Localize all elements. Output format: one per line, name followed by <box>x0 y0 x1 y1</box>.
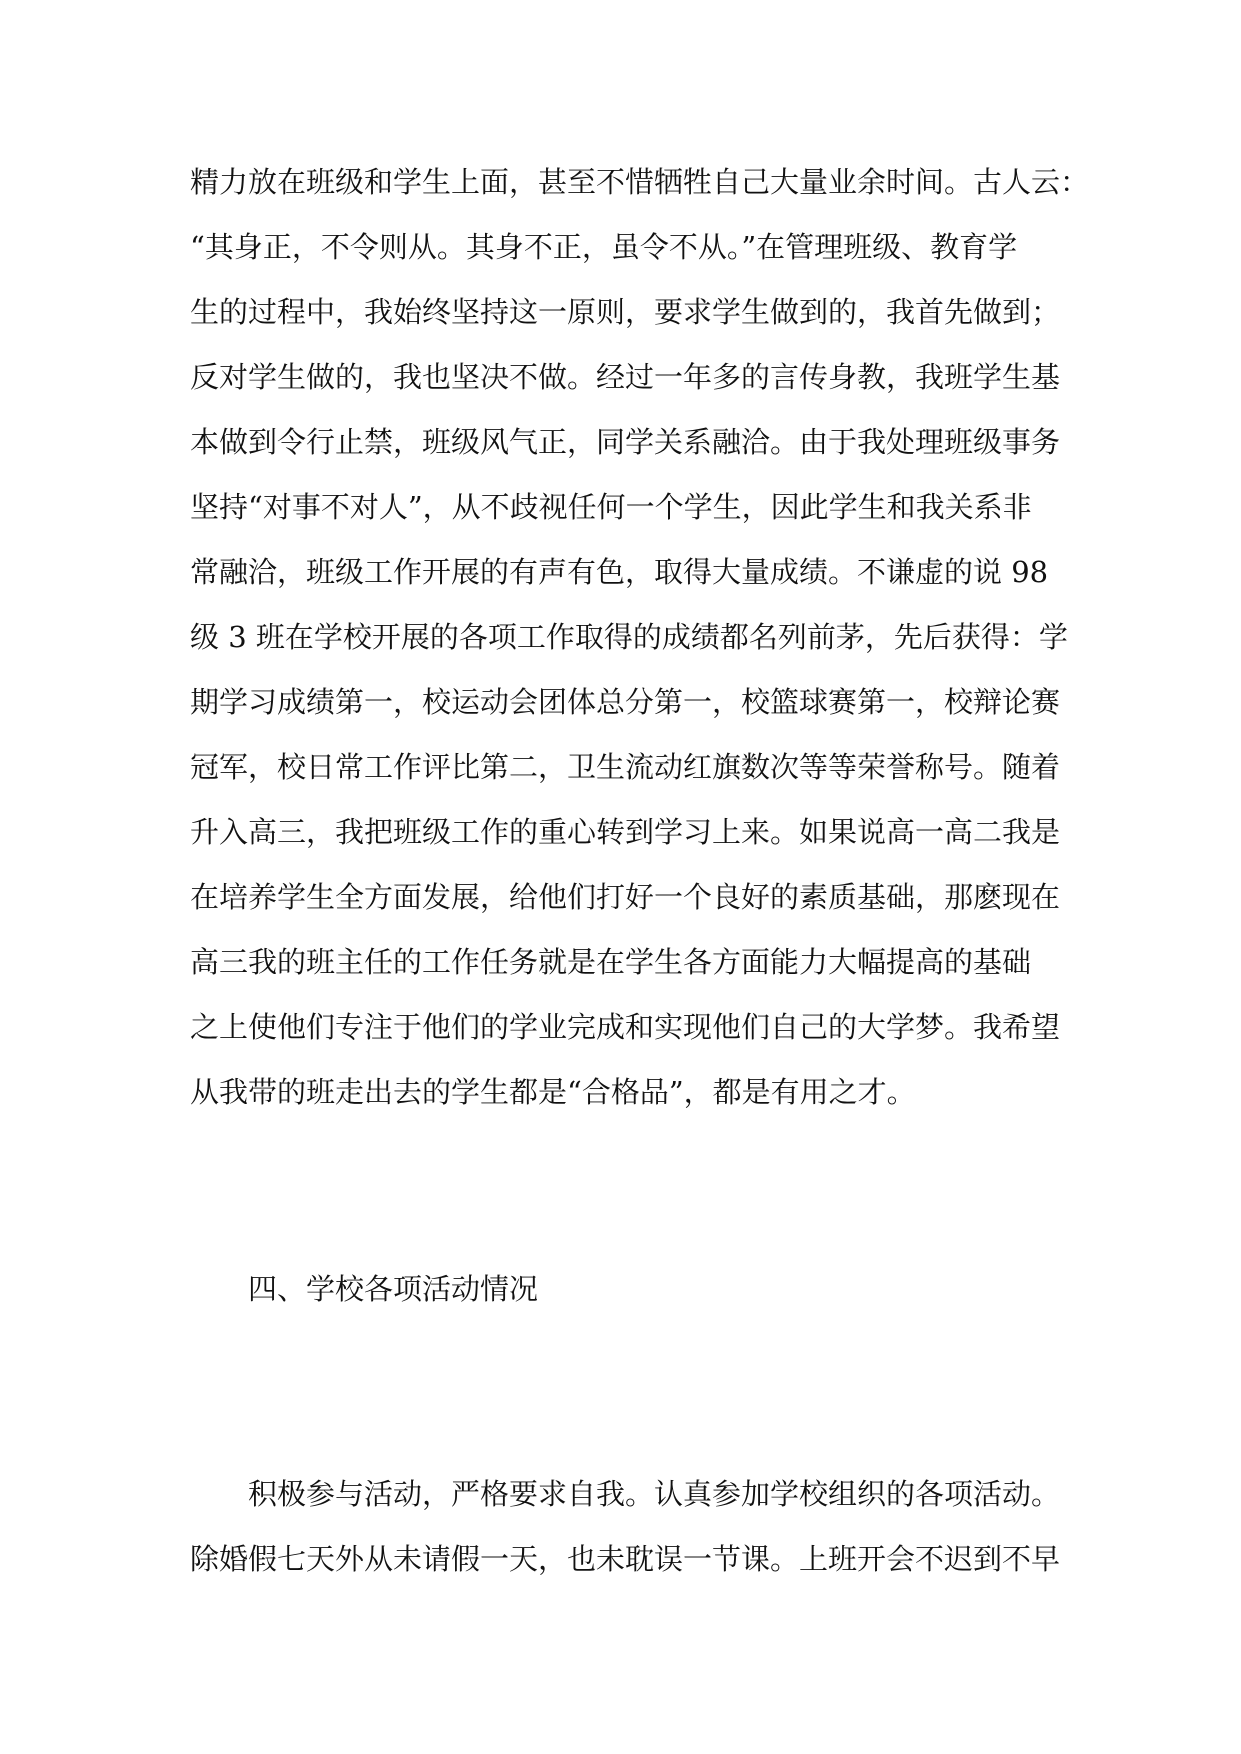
paragraph-line: 在培养学生全方面发展，给他们打好一个良好的素质基础，那麽现在 <box>190 880 1061 914</box>
paragraph-line: 之上使他们专注于他们的学业完成和实现他们自己的大学梦。我希望 <box>190 1010 1061 1044</box>
paragraph-line: 期学习成绩第一，校运动会团体总分第一，校篮球赛第一，校辩论赛 <box>190 685 1061 719</box>
paragraph-line: 高三我的班主任的工作任务就是在学生各方面能力大幅提高的基础 <box>190 945 1032 979</box>
paragraph-line: 级 3 班在学校开展的各项工作取得的成绩都名列前茅，先后获得：学 <box>190 620 1068 654</box>
paragraph-line: 坚持“对事不对人”，从不歧视任何一个学生，因此学生和我关系非 <box>190 490 1032 524</box>
paragraph-line: 精力放在班级和学生上面，甚至不惜牺牲自己大量业余时间。古人云： <box>190 165 1090 199</box>
paragraph-line: 冠军，校日常工作评比第二，卫生流动红旗数次等等荣誉称号。随着 <box>190 750 1061 784</box>
paragraph-line: “其身正，不令则从。其身不正，虽令不从。”在管理班级、教育学 <box>190 230 1018 264</box>
section-heading: 四、学校各项活动情况 <box>248 1272 539 1306</box>
paragraph-line: 反对学生做的，我也坚决不做。经过一年多的言传身教，我班学生基 <box>190 360 1061 394</box>
paragraph-line: 本做到令行止禁，班级风气正，同学关系融洽。由于我处理班级事务 <box>190 425 1061 459</box>
paragraph-line: 积极参与活动，严格要求自我。认真参加学校组织的各项活动。 <box>248 1477 1061 1511</box>
paragraph-line: 从我带的班走出去的学生都是“合格品”，都是有用之才。 <box>190 1075 916 1109</box>
paragraph-line: 生的过程中，我始终坚持这一原则，要求学生做到的，我首先做到； <box>190 295 1061 329</box>
paragraph-school-activities <box>190 1462 1070 1592</box>
paragraph-line: 常融洽，班级工作开展的有声有色，取得大量成绩。不谦虚的说 98 <box>190 555 1049 589</box>
paragraph-line: 升入高三，我把班级工作的重心转到学习上来。如果说高一高二我是 <box>190 815 1061 849</box>
paragraph-class-management <box>190 150 1090 1125</box>
paragraph-line: 除婚假七天外从未请假一天，也未耽误一节课。上班开会不迟到不早 <box>190 1542 1061 1576</box>
